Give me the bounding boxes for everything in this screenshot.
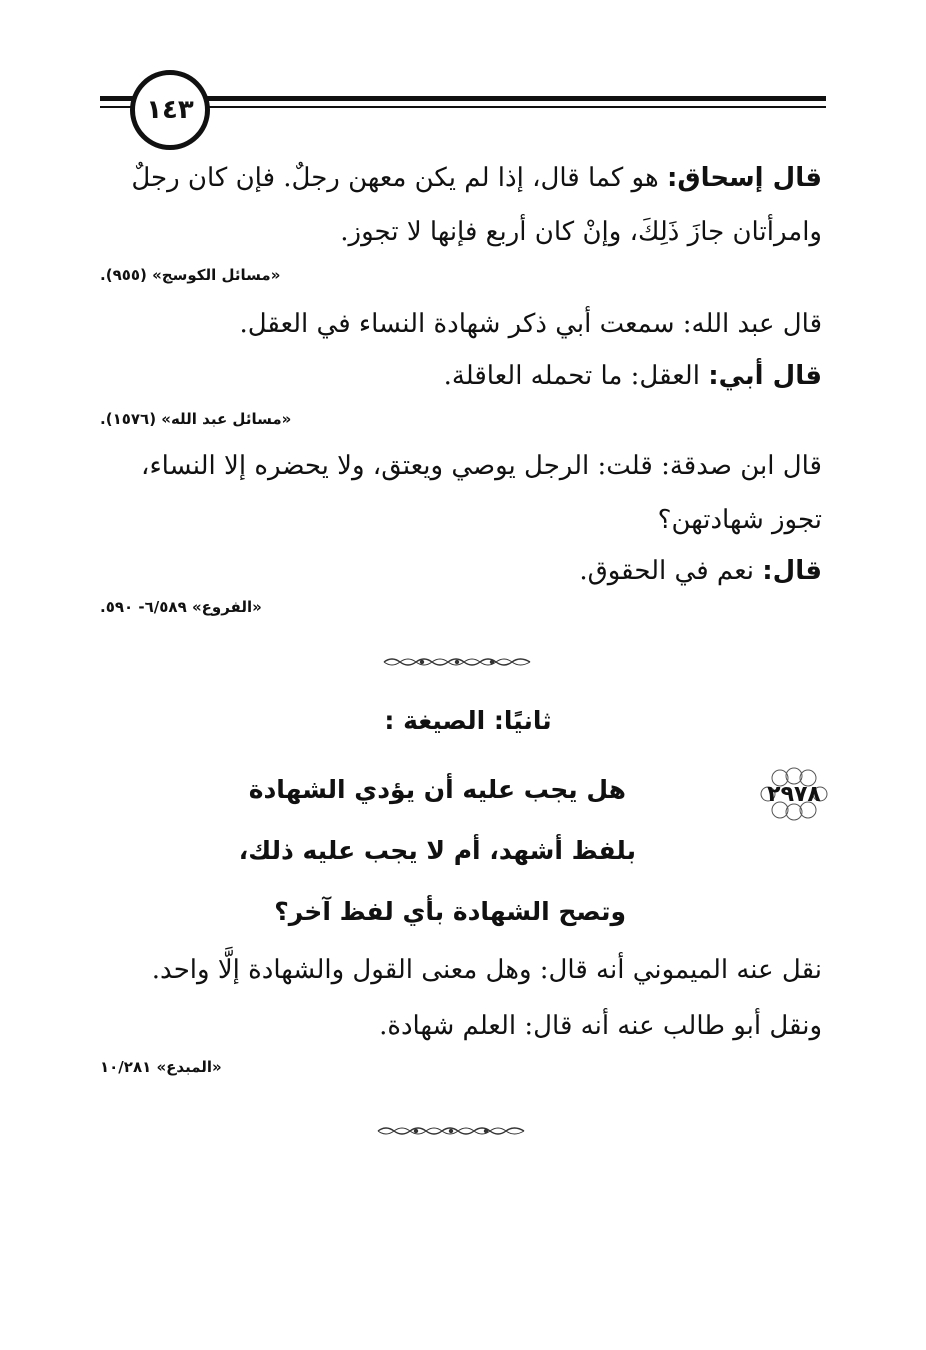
source-reference: «مسائل عبد الله» (١٥٧٦). bbox=[100, 410, 292, 428]
paragraph-line: قال عبد الله: سمعت أبي ذكر شهادة النساء في العقل. bbox=[239, 309, 822, 339]
source-reference: «الفروع» ٦/٥٨٩- ٥٩٠. bbox=[100, 598, 262, 616]
question-number: ٢٩٧٨ bbox=[767, 781, 821, 807]
paragraph-line bbox=[444, 356, 822, 396]
speaker-label: قال أبي: bbox=[708, 361, 822, 391]
question-line: وتصح الشهادة بأي لفظ آخر؟ bbox=[274, 897, 626, 926]
paragraph-line: قال ابن صدقة: قلت: الرجل يوصي ويعتق، ولا يحضره إلا النساء، bbox=[141, 451, 822, 481]
section-heading: ثانيًا: الصيغة : bbox=[384, 706, 552, 735]
ornament-divider bbox=[376, 1124, 526, 1138]
paragraph-line: ونقل أبو طالب عنه أنه قال: العلم شهادة. bbox=[379, 1011, 822, 1041]
speaker-label: قال إسحاق: bbox=[666, 163, 822, 193]
speaker-label: قال: bbox=[762, 556, 822, 586]
source-reference: «مسائل الكوسج» (٩٥٥). bbox=[100, 266, 281, 284]
paragraph-line bbox=[131, 158, 822, 198]
ornament-divider bbox=[382, 655, 532, 669]
paragraph-line: وامرأتان جازَ ذَلِكَ، وإنْ كان أربع فإنها لا تجوز. bbox=[340, 217, 822, 247]
question-line: بلفظ أشهد، أم لا يجب عليه ذلك، bbox=[238, 836, 636, 865]
page-number: ١٤٣ bbox=[146, 95, 194, 125]
page-number-badge bbox=[130, 70, 210, 150]
paragraph-line: تجوز شهادتهن؟ bbox=[657, 505, 822, 535]
source-reference: «المبدع» ١٠/٢٨١ bbox=[100, 1058, 222, 1076]
question-number-badge bbox=[758, 766, 830, 822]
paragraph-text: العقل: ما تحمله العاقلة. bbox=[443, 361, 709, 391]
question-line: هل يجب عليه أن يؤدي الشهادة bbox=[248, 775, 626, 804]
paragraph-text: هو كما قال، إذا لم يكن معهن رجلٌ. فإن كان رجلٌ bbox=[131, 163, 667, 193]
paragraph-line bbox=[579, 551, 822, 591]
paragraph-text: نعم في الحقوق. bbox=[579, 556, 763, 586]
paragraph-line: نقل عنه الميموني أنه قال: وهل معنى القول والشهادة إلَّا واحد. bbox=[151, 955, 822, 985]
